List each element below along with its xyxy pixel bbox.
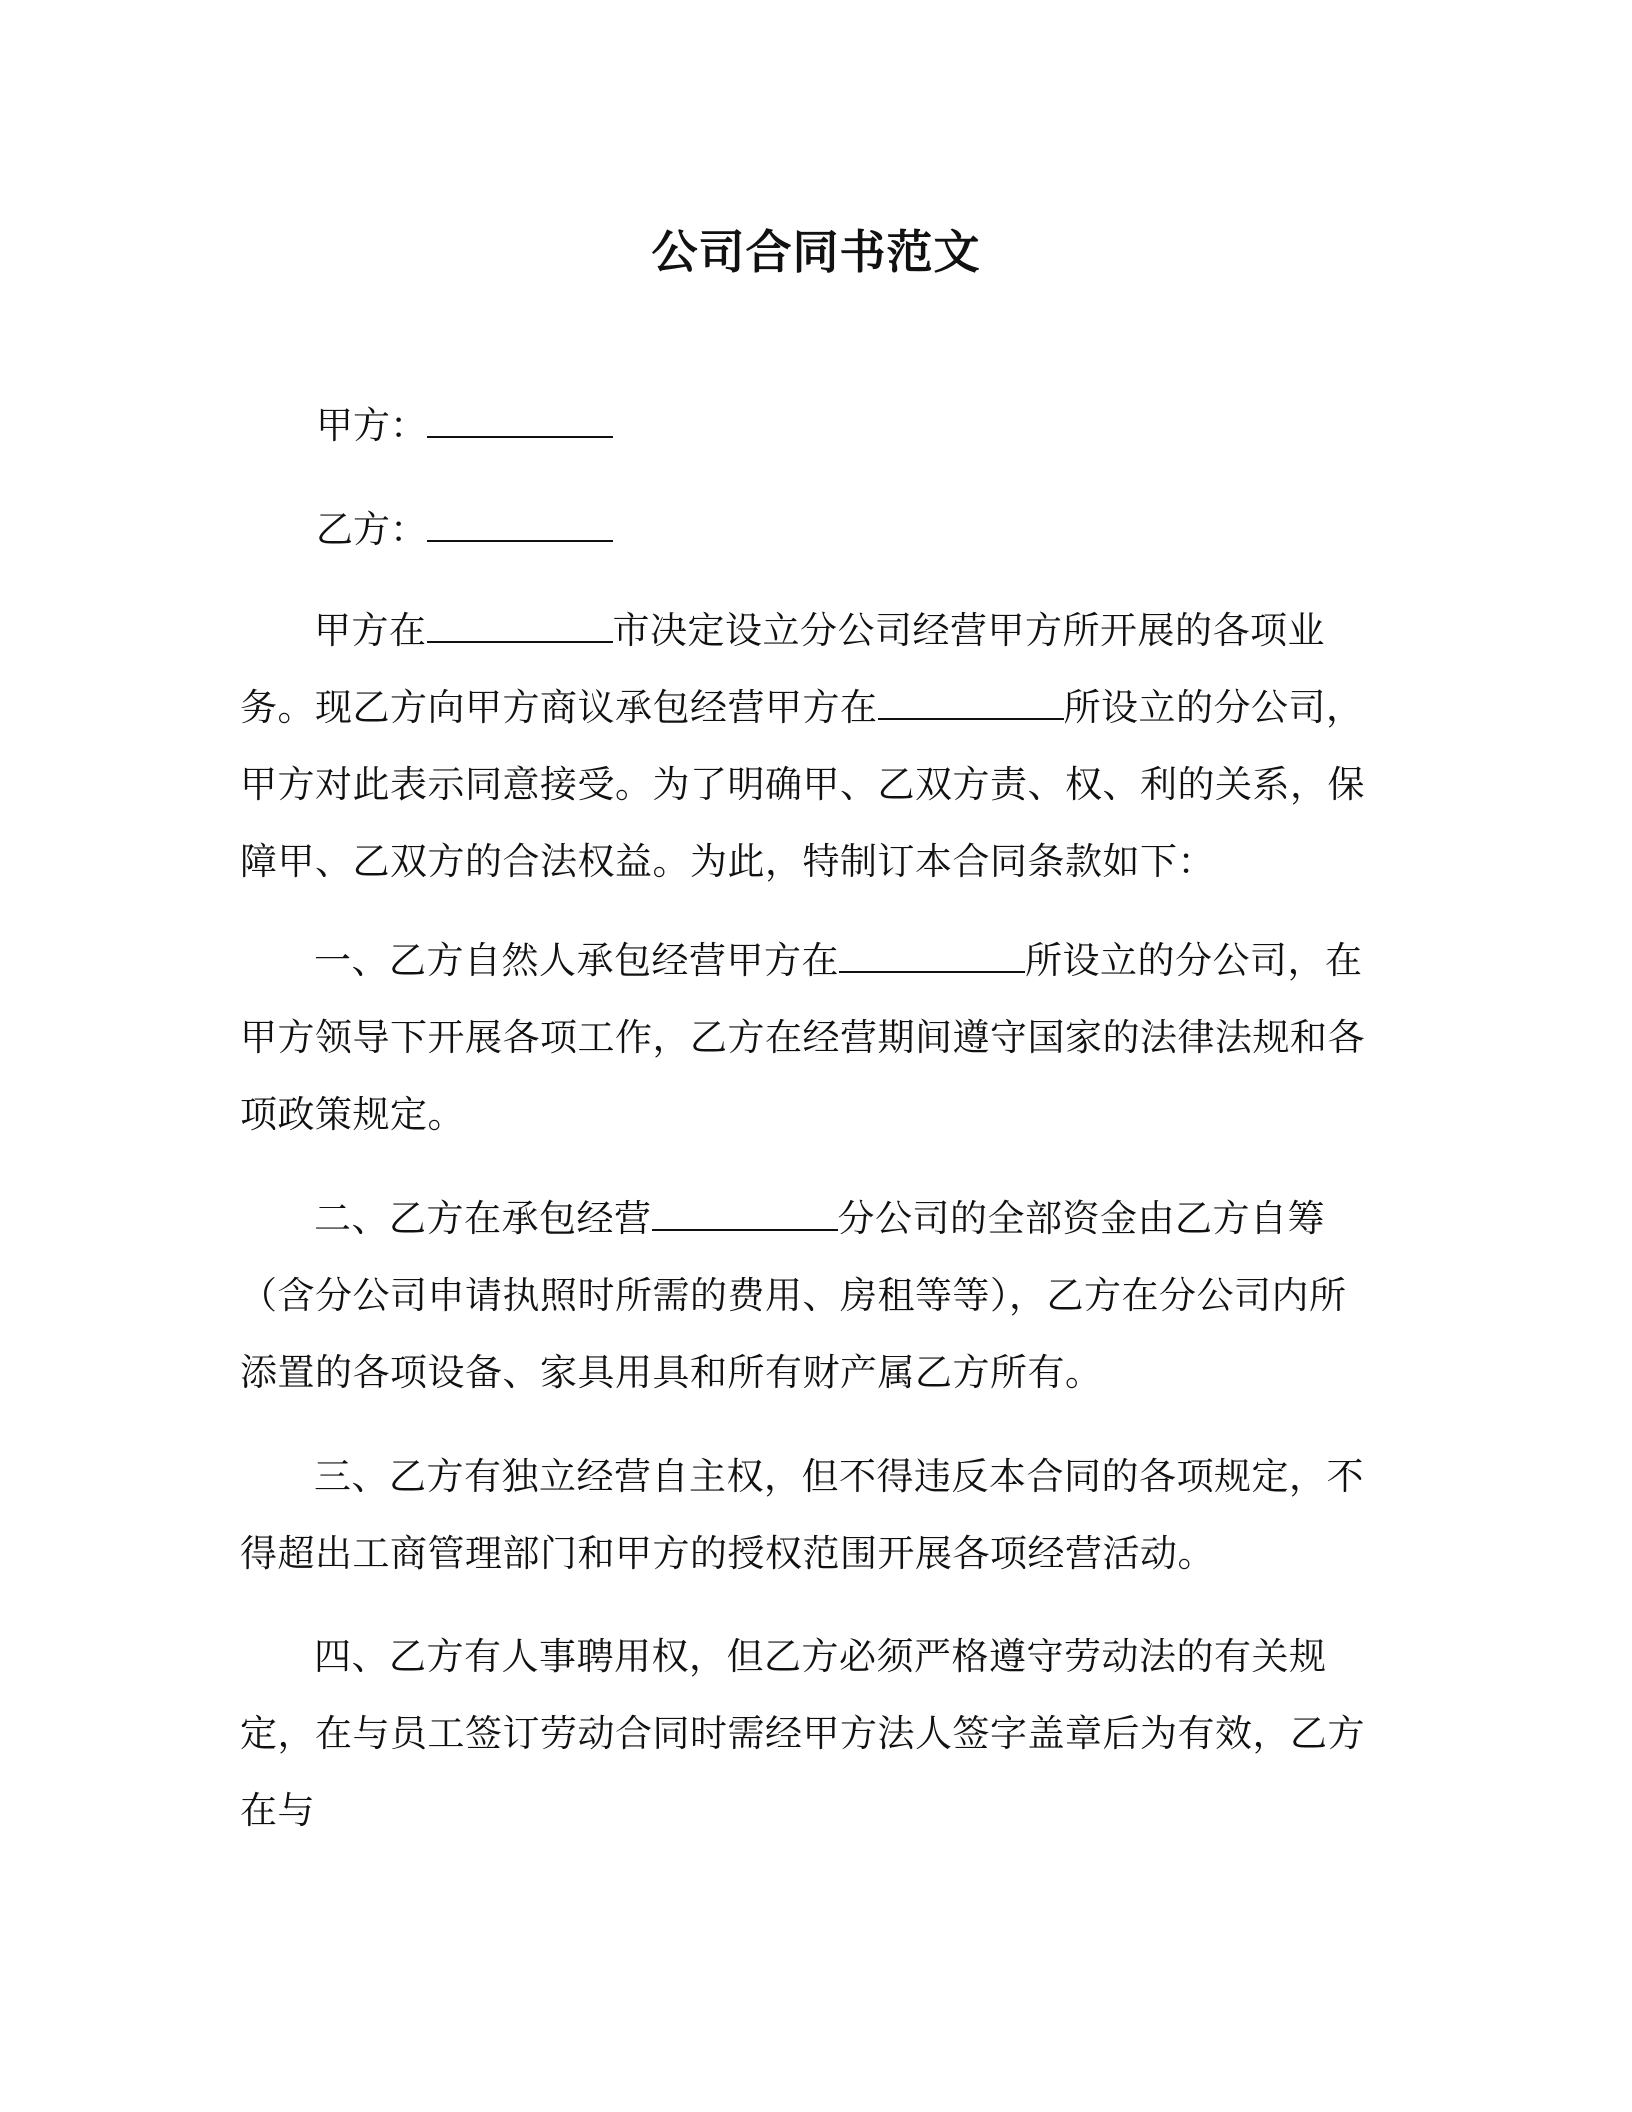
party-b-line <box>316 500 613 560</box>
clause-2 <box>240 1180 1380 1411</box>
clause-2-text-2: 分公司的全部资金由乙方自筹（含分公司申请执照时所需的费用、房租等等），乙方在分公司内所添置的各项设备、家具用具和所有财产属乙方所有。 <box>240 1197 1347 1394</box>
clause-3-text: 三、乙方有独立经营自主权，但不得违反本合同的各项规定，不得超出工商管理部门和甲方的授权范围开展各项经营活动。 <box>240 1455 1364 1575</box>
party-a-line <box>316 396 613 456</box>
clause-1-text-2: 所设立的分公司，在甲方领导下开展各项工作，乙方在经营期间遵守国家的法律法规和各项政策规定。 <box>240 939 1365 1136</box>
location-blank <box>878 688 1064 720</box>
party-a-label: 甲方： <box>316 404 427 447</box>
document-title: 公司合同书范文 <box>651 225 981 279</box>
intro-text-2: 市决定设立分公司经营甲方所开展的各项业务。现乙方向甲方商议承包经营甲方在 <box>240 609 1325 729</box>
clause-1 <box>240 922 1380 1153</box>
clause-1-text-1: 一、乙方自然人承包经营甲方在 <box>314 939 839 982</box>
clause-2-blank <box>652 1199 838 1231</box>
party-b-label: 乙方： <box>316 508 427 551</box>
clause-4-text: 四、乙方有人事聘用权，但乙方必须严格遵守劳动法的有关规定，在与员工签订劳动合同时需经甲方法人签字盖章后为有效，乙方在与 <box>240 1635 1365 1832</box>
party-a-blank <box>427 406 613 438</box>
clause-3 <box>240 1438 1380 1592</box>
intro-text-3: 所设立的分公司，甲方对此表示同意接受。为了明确甲、乙双方责、权、利的关系，保障甲、乙双方的合法权益。为此，特制订本合同条款如下： <box>240 686 1365 883</box>
clause-2-text-1: 二、乙方在承包经营 <box>314 1197 652 1240</box>
clause-1-blank <box>839 941 1025 973</box>
party-b-blank <box>427 510 613 542</box>
intro-text-1: 甲方在 <box>314 609 427 652</box>
intro-paragraph <box>240 592 1380 900</box>
city-blank <box>427 611 613 643</box>
clause-4 <box>240 1618 1380 1849</box>
